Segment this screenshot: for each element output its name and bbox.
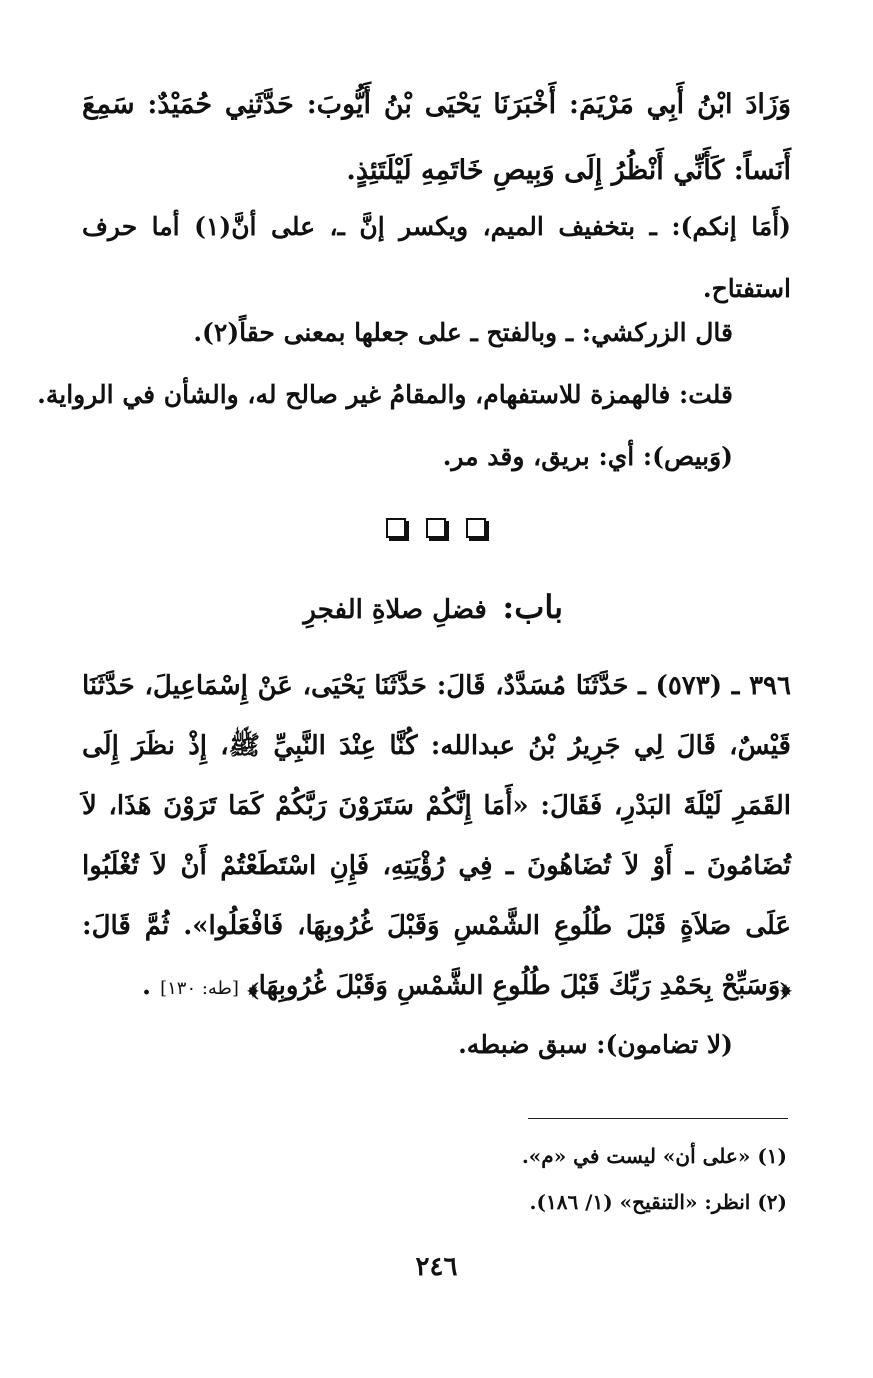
separator-square-icon (426, 518, 446, 538)
separator-square-icon (386, 518, 406, 538)
wabis-note: (وَبيص): أي: بريق، وقد مر. (442, 442, 733, 471)
footnote-2: (٢) انظر: «التنقيح» (١/ ١٨٦). (529, 1190, 787, 1214)
hadith-396 (82, 656, 791, 1019)
qult-note: قلت: فالهمزة للاستفهام، والمقامُ غير صالح له، والشأن في الرواية. (37, 380, 733, 409)
separator-square-icon (466, 518, 486, 538)
zarkashi-note: قال الزركشي: ـ وبالفتح ـ على جعلها بمعنى حقاً(٢). (193, 318, 733, 347)
hadith-text: ٣٩٦ ـ (٥٧٣) ـ حَدَّثَنَا مُسَدَّدٌ، قَالَ: حَدَّثَنَا يَحْيَى، عَنْ إِسْمَاعِيلَ، حَدَّثَنَا قَيْسٌ، قَالَ لِي جَرِيرُ بْنُ عبدالله: كُنَّا عِنْدَ النَّبِيِّ ﷺ، إِذْ نظَرَ إِلَى القَمَرِ لَيْلَةَ البَدْرِ، فَقَالَ: «أَمَا إِنَّكُمْ سَتَرَوْنَ رَبَّكُمْ كَمَا تَرَوْنَ هَذَا، لاَ تُضَامُونَ ـ أَوْ لاَ تُضَاهُونَ ـ فِي رُؤْيَتِهِ، فَإِنِ اسْتَطَعْتُمْ أَنْ لاَ تُغْلَبُوا عَلَى صَلاَةٍ قَبْلَ طُلُوعِ الشَّمْسِ وَقَبْلَ غُرُوبِهَا، فَافْعَلُوا». ثُمَّ قَالَ: ﴿وَسَبِّحْ بِحَمْدِ رَبِّكَ قَبْلَ طُلُوعِ الشَّمْسِ وَقَبْلَ غُرُوبِهَا﴾ (82, 671, 791, 1001)
chapter-heading (303, 588, 563, 626)
paragraph-hadith-addition: وَزَادَ ابْنُ أَبِي مَرْيَمَ: أَخْبَرَنَا يَحْيَى بْنُ أَيُّوبَ: حَدَّثَنِي حُمَيْدٌ: سَمِعَ أَنَساً: كَأَنِّي أَنْظُرُ إِلَى وَبِيصِ خَاتَمِهِ لَيْلَتَئِذٍ. (82, 89, 791, 186)
hadith-end: . (141, 971, 152, 1001)
page-number: ٢٤٦ (415, 1252, 458, 1282)
footnote-1: (١) «على أن» ليست في «م». (521, 1144, 787, 1168)
section-separator (386, 518, 486, 542)
paragraph-ama-explanation: (أَمَا إنكم): ـ بتخفيف الميم، ويكسر إنَّ ـ، على أنَّ(١) أما حرف استفتاح. (82, 212, 791, 303)
chapter-label: باب: (502, 588, 563, 626)
quran-reference: [طه: ١٣٠] (160, 978, 239, 999)
footnote-divider (528, 1118, 788, 1119)
chapter-title: فضلِ صلاةِ الفجرِ (303, 595, 487, 625)
tadamun-note: (لا تضامون): سبق ضبطه. (458, 1030, 733, 1059)
